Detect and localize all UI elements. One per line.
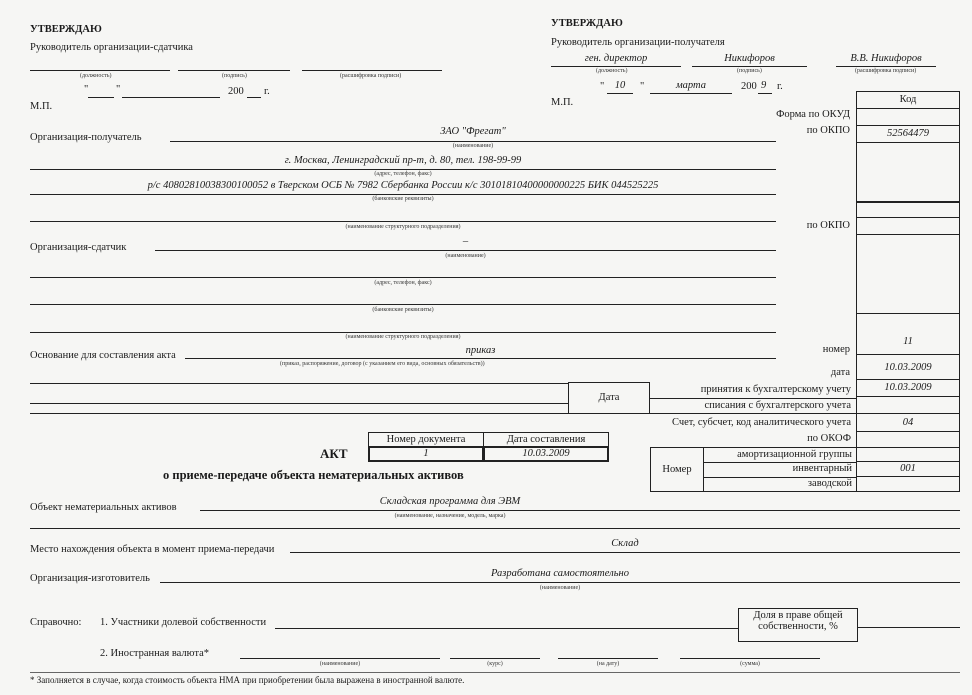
receiver-label: Организация-получатель xyxy=(30,132,142,143)
writeoff-cell[interactable] xyxy=(856,396,960,414)
sender-division-line[interactable] xyxy=(30,332,776,333)
approve-right-signature: Никифоров xyxy=(724,53,775,64)
approve-right-signature-line[interactable] xyxy=(692,66,807,67)
approve-left-decode-line[interactable] xyxy=(302,70,442,71)
codes-header-cell xyxy=(856,91,960,109)
okpo-cell[interactable] xyxy=(856,125,960,143)
sender-label: Организация-сдатчик xyxy=(30,242,127,253)
object-cap: (наименование, назначение, модель, марка) xyxy=(394,513,506,519)
receiver-cap-name: (наименование) xyxy=(452,143,494,149)
receiver-name: ЗАО "Фрегат" xyxy=(440,126,506,137)
approve-right-decode-line[interactable] xyxy=(836,66,936,67)
number-label: Номер xyxy=(662,464,692,475)
receiver-cap-division: (наименование структурного подразделения) xyxy=(345,224,461,230)
dates-bottom-line xyxy=(30,413,856,414)
currency-cap-name: (наименование) xyxy=(319,661,361,667)
blank-line-1[interactable] xyxy=(30,383,568,384)
factory-cell[interactable] xyxy=(856,476,960,492)
writeoff-label: списания с бухгалтерского учета xyxy=(704,400,851,411)
currency-cap-sum: (сумма) xyxy=(740,661,760,667)
currency-cap-rate: (курс) xyxy=(487,661,503,667)
inventory-value: 001 xyxy=(900,463,916,474)
doc-number-header-cell xyxy=(368,432,484,447)
basis-date-label: дата xyxy=(830,367,850,378)
amort-cell[interactable] xyxy=(856,447,960,462)
doc-number-header: Номер документа xyxy=(386,434,466,445)
okof-label: по ОКОФ xyxy=(807,433,851,444)
approve-right-position-line[interactable] xyxy=(551,66,681,67)
doc-number-cell[interactable] xyxy=(368,446,484,462)
approve-left-day-line[interactable] xyxy=(88,97,114,98)
approve-right-year-suffix: г. xyxy=(777,81,783,92)
approve-left-yeardigit-line[interactable] xyxy=(247,97,261,98)
sender-cap-bank: (банковские реквизиты) xyxy=(372,307,434,313)
approve-right-day-line[interactable] xyxy=(607,93,633,94)
footnote: * Заполняется в случае, когда стоимость объекта НМА при приобретении была выражена в иностранной валюте. xyxy=(30,675,465,685)
codes-blank-cell xyxy=(856,202,960,218)
approve-left-year: 200 xyxy=(228,86,244,97)
receiver-cap-bank: (банковские реквизиты) xyxy=(372,196,434,202)
amort-label: амортизационной группы xyxy=(737,449,852,460)
approve-right-month: марта xyxy=(675,80,707,91)
accept-label: принятия к бухгалтерскому учету xyxy=(700,384,851,395)
doc-date: 10.03.2009 xyxy=(522,448,570,459)
basis-line[interactable] xyxy=(185,358,776,359)
maker-label: Организация-изготовитель xyxy=(30,573,150,584)
basis-number-label: номер xyxy=(822,344,850,355)
okpo-value: 52564479 xyxy=(887,128,929,139)
approve-left-mp: М.П. xyxy=(30,101,53,112)
sender-cap-division: (наименование структурного подразделения) xyxy=(345,334,461,340)
object-line-2[interactable] xyxy=(30,528,960,529)
location-value: Склад xyxy=(611,538,639,549)
okud-label: Форма по ОКУД xyxy=(776,109,850,120)
okpo2-label: по ОКПО xyxy=(806,220,850,231)
reference-item1: 1. Участники долевой собственности xyxy=(100,617,267,628)
approve-left-q2: " xyxy=(116,84,121,95)
maker-cap: (наименование) xyxy=(539,585,581,591)
basis-label: Основание для составления акта xyxy=(30,350,176,361)
sender-bank-line[interactable] xyxy=(30,304,776,305)
approve-left-cap-position: (должность) xyxy=(80,73,112,79)
basis-number-cell[interactable] xyxy=(856,313,960,355)
codes-empty-block xyxy=(856,142,960,202)
okof-cell[interactable] xyxy=(856,431,960,448)
receiver-address: г. Москва, Ленинградский пр-т, д. 80, тел. 198-99-99 xyxy=(284,155,522,166)
approve-right-day: 10 xyxy=(614,80,626,91)
reference-label: Справочно: xyxy=(30,617,82,628)
object-line[interactable] xyxy=(200,510,960,511)
share-value-line[interactable] xyxy=(857,627,960,628)
doc-date-header: Дата составления xyxy=(506,434,586,445)
basis-value: приказ xyxy=(465,345,496,356)
approve-right-year: 200 xyxy=(741,81,757,92)
accept-cell[interactable] xyxy=(856,379,960,397)
share-label-cell xyxy=(738,608,858,642)
blank-line-2[interactable] xyxy=(30,403,568,404)
approve-right-q1: " xyxy=(600,81,605,92)
approve-left-month-line[interactable] xyxy=(122,97,220,98)
dates-label-cell xyxy=(568,382,650,414)
codes-empty-block-2 xyxy=(856,234,960,314)
number-label-cell xyxy=(650,447,704,492)
approve-right-month-line[interactable] xyxy=(650,93,732,94)
approve-left-q1: " xyxy=(84,84,89,95)
approve-right-cap-position: (должность) xyxy=(596,68,628,74)
receiver-name-line[interactable] xyxy=(170,141,776,142)
basis-date-value: 10.03.2009 xyxy=(884,362,932,373)
currency-cap-date: (на дату) xyxy=(596,661,620,667)
approve-left-cap-signature: (подпись) xyxy=(222,73,247,79)
sender-name-line[interactable] xyxy=(155,250,776,251)
object-label: Объект нематериальных активов xyxy=(30,502,177,513)
sender-dash: – xyxy=(462,236,469,247)
approve-right-decode: В.В. Никифоров xyxy=(850,53,922,64)
location-line[interactable] xyxy=(290,552,960,553)
reference-item2: 2. Иностранная валюта* xyxy=(100,648,209,659)
approve-right-year-digit: 9 xyxy=(761,80,767,91)
object-value: Складская программа для ЭВМ xyxy=(379,496,521,507)
maker-value: Разработана самостоятельно xyxy=(491,568,629,579)
receiver-address-line[interactable] xyxy=(30,169,776,170)
sender-address-line[interactable] xyxy=(30,277,776,278)
factory-label: заводской xyxy=(807,478,852,489)
account-cell[interactable] xyxy=(856,413,960,432)
approve-right-mp: М.П. xyxy=(551,97,574,108)
doc-date-header-cell xyxy=(483,432,609,447)
footnote-separator xyxy=(30,672,960,673)
approve-right-cap-signature: (подпись) xyxy=(737,68,762,74)
okpo-label: по ОКПО xyxy=(806,125,850,136)
approve-left-signature-line[interactable] xyxy=(178,70,290,71)
currency-rate-line[interactable] xyxy=(450,658,540,659)
approve-left-cap-decode: (расшифровка подписи) xyxy=(340,73,402,79)
act-subtitle: о приеме-передаче объекта нематериальных активов xyxy=(163,468,464,482)
number-labels-block xyxy=(703,447,857,492)
okud-cell[interactable] xyxy=(856,108,960,126)
maker-line[interactable] xyxy=(160,582,960,583)
sender-cap-name: (наименование) xyxy=(445,253,486,259)
share-label-2: собственности, % xyxy=(758,621,838,632)
inventory-label: инвентарный xyxy=(792,463,852,474)
owners-line[interactable] xyxy=(275,628,738,629)
location-label: Место нахождения объекта в момент приема-передачи xyxy=(30,544,275,555)
doc-date-cell[interactable] xyxy=(483,446,609,462)
approve-left-position-line[interactable] xyxy=(30,70,170,71)
approve-right-cap-decode: (расшифровка подписи) xyxy=(855,68,917,74)
currency-date-line[interactable] xyxy=(558,658,658,659)
account-label: Счет, субсчет, код аналитического учета xyxy=(671,417,851,428)
approve-left-role: Руководитель организации-сдатчика xyxy=(30,42,193,53)
approve-right-position: ген. директор xyxy=(584,53,648,64)
dates-label: Дата xyxy=(598,392,620,403)
share-label-1: Доля в праве общей xyxy=(753,610,843,621)
approve-left-title: УТВЕРЖДАЮ xyxy=(30,24,102,35)
sender-cap-address: (адрес, телефон, факс) xyxy=(374,280,432,286)
receiver-cap-address: (адрес, телефон, факс) xyxy=(374,171,432,177)
okpo2-cell[interactable] xyxy=(856,217,960,235)
accept-value: 10.03.2009 xyxy=(884,382,932,393)
approve-right-q2: " xyxy=(640,81,645,92)
currency-name-line[interactable] xyxy=(240,658,440,659)
approve-left-year-suffix: г. xyxy=(264,86,270,97)
approve-right-role: Руководитель организации-получателя xyxy=(551,37,725,48)
accept-row-line xyxy=(650,398,856,399)
receiver-bank-line[interactable] xyxy=(30,194,776,195)
doc-number: 1 xyxy=(423,448,429,459)
basis-number-value: 11 xyxy=(903,336,913,347)
currency-sum-line[interactable] xyxy=(680,658,820,659)
approve-right-yeardigit-line[interactable] xyxy=(758,93,772,94)
receiver-bank: р/с 40802810038300100052 в Тверском ОСБ № 7982 Сбербанка России к/с 30101810400000000225 БИК 044525225 xyxy=(147,180,659,191)
account-value: 04 xyxy=(902,417,914,428)
inventory-cell[interactable] xyxy=(856,461,960,477)
codes-header: Код xyxy=(899,94,917,105)
approve-right-title: УТВЕРЖДАЮ xyxy=(551,18,623,29)
basis-cap: (приказ, распоряжение, договор (с указанием его вида, основных обязательств)) xyxy=(280,361,485,367)
basis-date-cell[interactable] xyxy=(856,354,960,380)
receiver-division-line[interactable] xyxy=(30,221,776,222)
act-word: АКТ xyxy=(320,446,348,461)
